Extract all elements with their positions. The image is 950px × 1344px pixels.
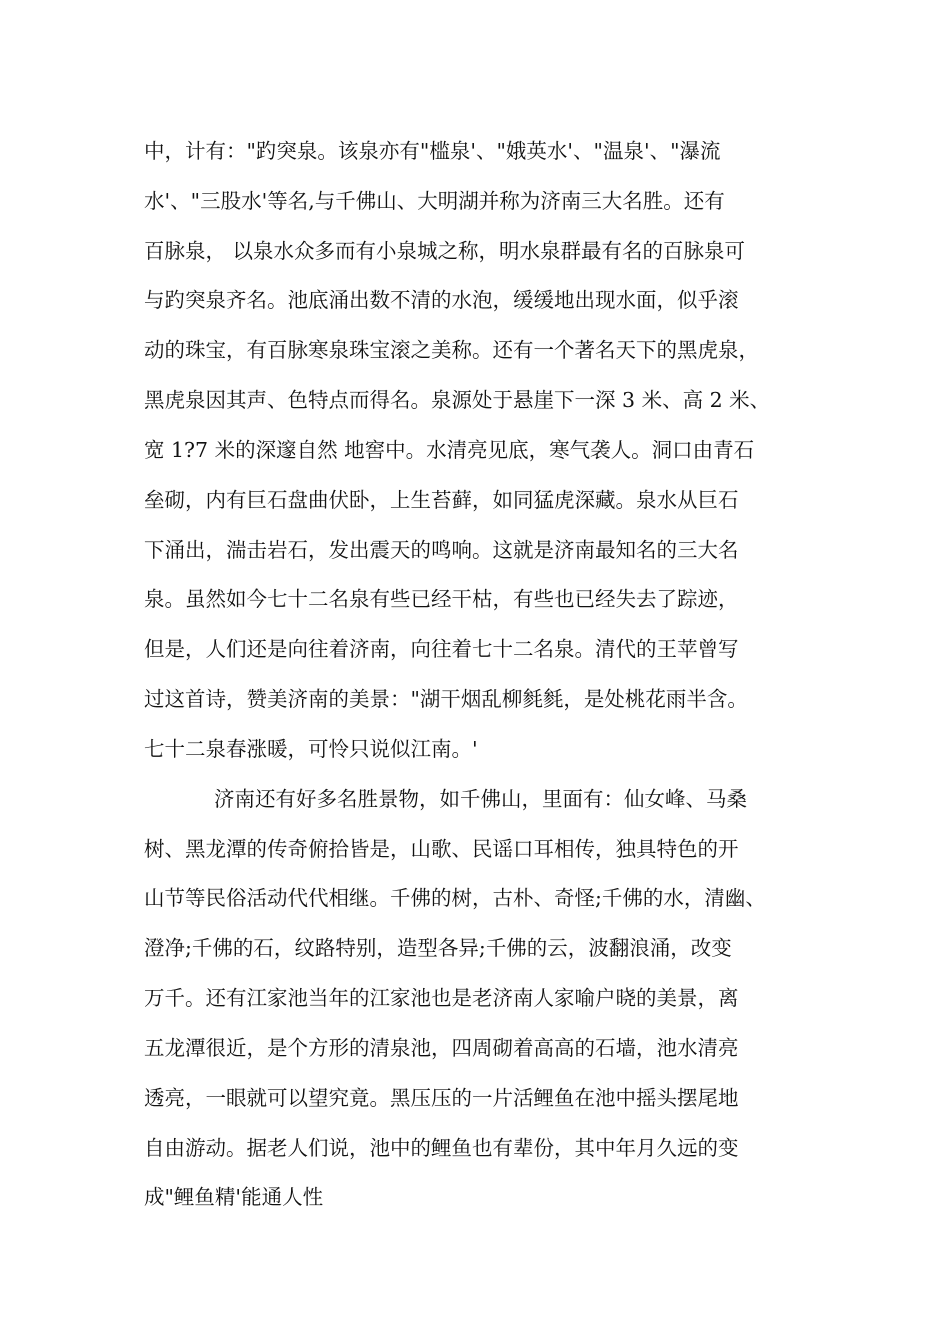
text-line: 万千。还有江家池当年的江家池也是老济南人家喻户晓的美景，离 [144,986,739,1010]
text-line: 动的珠宝，有百脉寒泉珠宝滚之美称。还有一个著名天下的黑虎泉， [144,338,759,362]
text-line: 水'、"三股水'等名,与千佛山、大明湖并称为济南三大名胜。还有 [144,189,725,213]
text-line: 中，计有："趵突泉。该泉亦有"槛泉'、"娥英水'、"温泉'、"瀑流 [144,139,721,163]
text-line: 澄净;千佛的石，纹路特别，造型各异;千佛的云，波翻浪涌，改变 [144,936,732,960]
text-line: 泉。虽然如今七十二名泉有些已经干枯，有些也已经失去了踪迹， [144,587,739,611]
paragraph-first-line: 济南还有好多名胜景物，如千佛山，里面有：仙女峰、马桑 [214,787,747,811]
text-line: 七十二泉春涨暖，可怜只说似江南。' [144,737,478,761]
text-line: 过这首诗，赞美济南的美景："湖干烟乱柳毵毵，是处桃花雨半含。 [144,687,748,711]
text-line: 宽 1?7 米的深邃自然 地窖中。水清亮见底，寒气袭人。洞口由青石 [144,438,755,462]
text-line: 五龙潭很近，是个方形的清泉池，四周砌着高高的石墙，池水清亮 [144,1036,739,1060]
text-line: 但是，人们还是向往着济南，向往着七十二名泉。清代的王苹曾写 [144,637,739,661]
text-line: 与趵突泉齐名。池底涌出数不清的水泡，缓缓地出现水面，似乎滚 [144,288,739,312]
text-line: 透亮，一眼就可以望究竟。黑压压的一片活鲤鱼在池中摇头摆尾地 [144,1086,739,1110]
text-line: 百脉泉， 以泉水众多而有小泉城之称，明水泉群最有名的百脉泉可 [144,239,746,263]
text-line: 山节等民俗活动代代相继。千佛的树，古朴、奇怪;千佛的水，清幽、 [144,886,766,910]
text-line: 自由游动。据老人们说，池中的鲤鱼也有辈份，其中年月久远的变 [144,1136,739,1160]
text-line: 树、黑龙潭的传奇俯拾皆是，山歌、民谣口耳相传，独具特色的开 [144,837,739,861]
text-line: 垒砌，内有巨石盘曲伏卧，上生苔藓，如同猛虎深藏。泉水从巨石 [144,488,739,512]
text-line: 黑虎泉因其声、色特点而得名。泉源处于悬崖下一深 3 米、高 2 米、 [144,388,771,412]
text-line: 成"鲤鱼精'能通人性 [144,1185,324,1209]
text-line: 下涌出，湍击岩石，发出震天的鸣响。这就是济南最知名的三大名 [144,538,739,562]
